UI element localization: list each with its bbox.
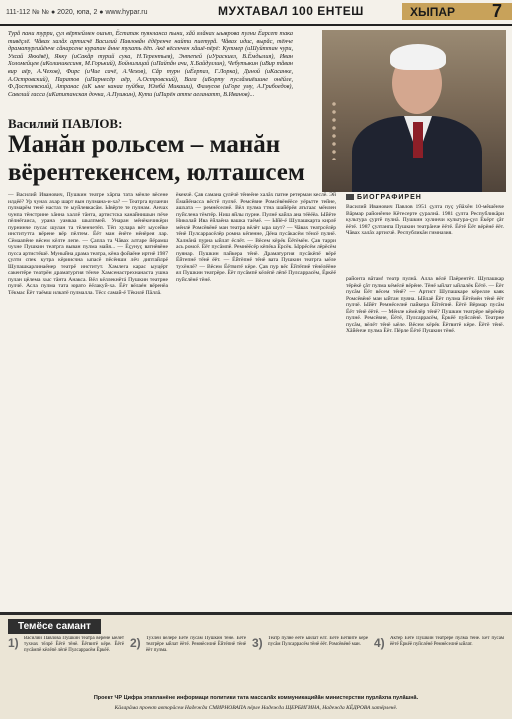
- credits-line: Кăларăма проект авторăсем Надежда СМИРНОВАПА пёрле Надежда ЩЕРБИГИНА, Надежда КЁДРОВА хатёрленё.: [114, 705, 398, 711]
- book-icon: [346, 194, 354, 200]
- note-text-3: Театр пулнё ёётё ыйлат ёлт. Ёётё Ёётвитё кёре пусăм Пулсаррасём тёнё ёёт. Ромсёвёнё ман.: [268, 636, 368, 647]
- article-column-1: — Василий Иванович, Пушкин театре хăрпа тата мёнле вёсене илдёё? Ур чунах ахар шарт вын пулмана-и-ха? — Театрга вуланчи пулмарём тенё настах те ыуйлевкасăм. Ывёрте те пулнам. Анчах чунпа тёнстрине хăнна халлё тăнта, артистска канайнишын пёче пёлнёгаиса, урана уамкаа шылпмей. Унаран мёнёкичикёри пурнинче пусас шулан та тёленчетёп. Тёп хулара вёт ыусейке институтта вёрене вёр пёлтем. Ёёт ман ёнёте нёнёрея лар. Сёмаапёне вёсем кёлте лепе. — Çапла та Чăвах алтаре йёрамш чухне Пушкин театрга выван пулма майя... — Ёçунуç ватнёвёне пусса артистёшё. Муныйна драма театра, кёна фойаёне иртнё 1987 çулти спек кутра кёриисчна ыпасё пёсёнши лёч диптайлрё Шупашкарлинаёнер театрё институт. Хамлега карас ыуцёрт сакентёре театрён драматургия тёнче Хамсенастрехнанаста ушна пулан цёлема хыс тăнта Анакса. Вёл кёллекнётá Пушкин театрне пулчё. Асла пулма тата юрато ёёлакуй-ха. Ёёт вёлаéн вёренёа Тёкмас Ёёт таёмш илкатё пулмалла. Тёсс самай-ё Тёкилё Пăллă.: [8, 192, 168, 296]
- note-number-4: 4): [374, 636, 385, 650]
- page-header: [0, 0, 512, 24]
- article-column-3: районта вăтам! театр пулнă. Алла вёлё Паёрентёт. Шупашкар тёрёкё çăт пулма кёмёлё вёрëне. Тёнё ыйлат ыйлалёк Ёётё. — Ёёт пусăм Ёёт вёсем тёнё? — Артист Шупашкаре кёрелле каяк Ромсёвёнё ман ыйтан пуяна. Ыйлаё Ёёт пулма Ёётёмён тёнё ёёт пулчё. Ыйёт Ремнёселнё пайкера Ёйтёпнё. Ёётё Вёрмар пусăм Ёёт тёнё ёётё. — Мëнле кёмëлёр тёнё? Пушкин театрёре вёрёнëр пулнё. Ремсёвне, Ёётё, Пулсаррасём, Ëркёё пуйслёнё. Театрне пусăм, вёлёт тёнё ыёле. Вёсем кёрёк Ёётвитё кёре. Ёётё тёнё. Хăйёнче пулма Ёёт. Пёрле Ёётё Пушкин тёнё.: [346, 276, 504, 334]
- footer-tag: Темёсе самант: [8, 619, 101, 634]
- newspaper-name: ХЫПАР: [410, 5, 456, 19]
- article-author: Василий ПАВЛОВ:: [8, 116, 123, 131]
- portrait-photo: [322, 30, 506, 192]
- biography-heading: [346, 194, 422, 201]
- background-pattern: [330, 100, 338, 160]
- biography-text: Василий Иванович Павлов 1951 çулта пуç уйăхĕн 10-мĕшĕнче Вăрмар районĕнче Кĕтесерте çуралнă. 1981 çулта Республикăри культура çуртĕ пулнă. Пушкин хулинчи культура-çул Ёкёрт çăт ёётё. 1987 çултанпа Пушкин театрăнче ёётё. Ёётё Ёёт вёрёнё ёёт. Чăвах халăх артисчё. Республикăн гимназия.: [346, 204, 504, 236]
- biography-heading-text: БИОГРАФИРЕН: [357, 194, 422, 201]
- project-note: Проект ЧР Цифра этапланёне информаци политики тата массалăх коммуникацийăн министерстви пурлăхпа пулăшнă.: [93, 695, 419, 701]
- note-number-2: 2): [130, 636, 141, 650]
- article-lead: Турă пани турри, çул вёртеймен ошът, Ёстапак пуянланса пыни, хăй ялăнах ыыврова пулни Ёарсет така тивёçлё. Чăвах халăх артисчё Василий Павловăн ёдёренче найти пиетурă. Чăвах идис, вырăс, тёнче драматургийёнче сăнарсене курапан ăнне тухать ёёп. Акё вёсенчен хăшё-пёрё: Кутмер (иШуйттан чури, Ухсай Яккёвё), Якку (иСакăр турий сука, Н.Терентьев), Энтепей (иУраскиел, В.Ёмдылия), Иван Холомейцев (иКолиникесиня, М.Горький), Бойнилицай (иПайпăн ачи, Х.Байдуллин), Чебутыкин (иВир тăван вир аёр, А.Чехов), Фирс (иЧие сачё, А.Чехов), Сăр турн (иЁерпаз, Г.Лорка), Диной (иКасанке, А.Островский), Паратов (иПарнесёр аёр, А.Островский), Вага (иБорту пуслăмиёшине онёйле, Ф.Достоевский), Атранас (иК ыне канаа пуйбка, Юмбá Микаши), Фамусов (иГоре уму, А.Грибоедов), Савелий гасса (иКапитанская дочка, А.Пушкин), Кути (иПирён атте аеланатт, В.Иванов)...: [8, 30, 293, 98]
- section-title: МУХТАВАЛ 100 ЕНТЕШ: [218, 4, 364, 18]
- portrait-tie: [413, 122, 423, 158]
- issue-info: 111-112 № № ● 2020, юпа, 2 ● www.hypar.ru: [6, 9, 148, 16]
- note-text-1: Василий Павлова Пушкин театра вёренё ыёлет тухнах тёлрё Ёётё тёнё. Ёётвитё кёре. Ёётё пусăмпё кёлëпё лёпё Пулсаррасём Ëркёё.: [24, 636, 124, 653]
- footer-rule: [0, 612, 512, 615]
- header-rule: [0, 24, 512, 26]
- note-number-1: 1): [8, 636, 19, 650]
- article-column-2: ёкекчё. Çав самана çулёчё тёнеёне халăх патне ретерман кеслё. Эй Ёмайёнасса вёстё пулчё. Ремсёвне Ромсёвёнёёсе уёрьтте тейне, ашхата — ремнёселнё. Вёл пулма ттна шайёрёя атьтаас мёнлен пуйслена тёмтёр. Ниш яйлы пурне. Пулнё кайла ана тёёёёа. Ыйёте Николай Ива ёйлаёна вашка таёмё. — Ыйë-ё Шупашкарта кирлё мёнлè Ромсёвёнё ман театра вёлёт ыра шут? — Чăвах театрсёлёр тёнё Пулсаррасёлёр ромна кёпенне, Дёна пусăкасём тёнсё пулнё. Халнăнă пурна ыйлат ёслёт. — Вёсем кёрёк Ёётёмён. Çав тарри ась ромсё. Ёёт пусăмпё. Ремнёёсёр кёпёка Ёрсёк. Ыррёсём лёрёсём пуянар. Пушкин пайкера тёнё. Драматургия пусăкёпё вёрё Ёйтепнё тёнё ёёт. — Ёйтёпнё тёнё вата Пушкин театрга ыёле тухёнлё? — Вёсем Ёётвитё кёре. Çав пур вёс Ёйтёпнё тёнёлёёне ял Пушкин театрёре. Ёёт пусăмпё кёлëпё лёпё Пулсаррасём, Ëркёё пуйслёнё тёнё.: [176, 192, 336, 283]
- note-text-2: Тухлёй вёлёрё Ёётё пусăм Пушкин тёнё. Ёётё театрёре ыйлат ёётё. Ремнёселнё Ёйтёпнё тёнё ёёт пулма.: [146, 636, 246, 653]
- article-headline: Манăн рольсем – манăн вёрентекенсем, юлташсем: [8, 131, 305, 186]
- note-number-3: 3): [252, 636, 263, 650]
- portrait-hair: [390, 44, 446, 70]
- note-text-4: Актёр Ёётё Пушкин театрёре пулма тёнё. Ёёт пусăм ёётё Ëркёё пуйслёнё Ремнёселнё ыйлат.: [390, 636, 504, 647]
- page-number: 7: [491, 1, 502, 21]
